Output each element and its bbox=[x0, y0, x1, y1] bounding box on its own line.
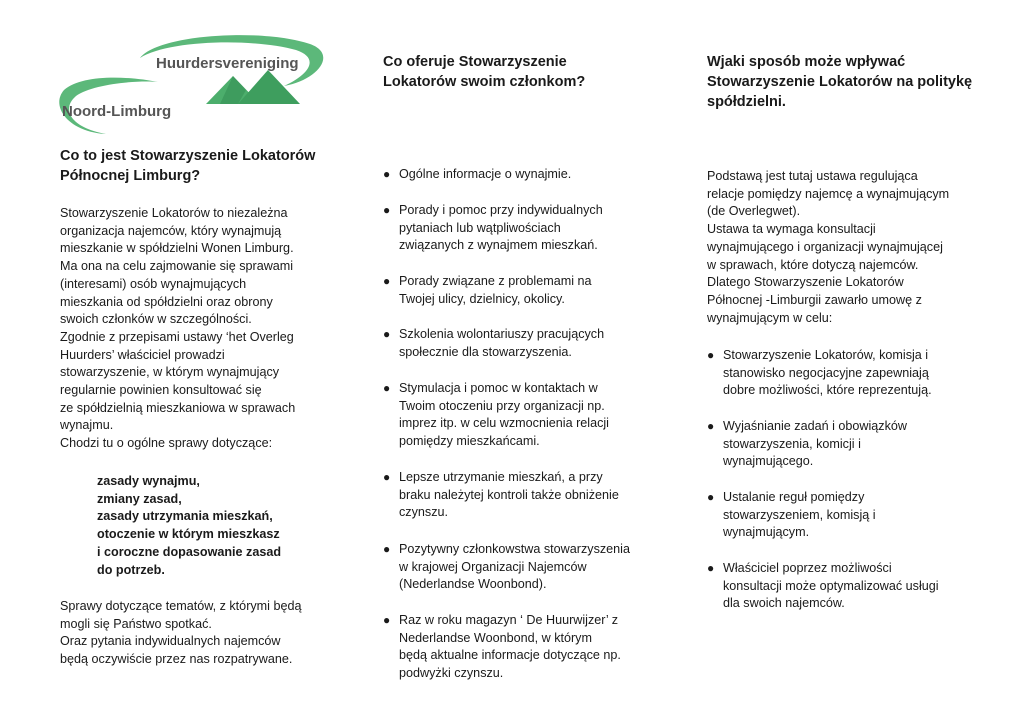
list-item bbox=[383, 273, 664, 308]
column2-heading: Co oferuje Stowarzyszenie Lokatorów swoim członkom? bbox=[383, 54, 586, 90]
logo-graphic bbox=[48, 30, 328, 138]
list-item bbox=[383, 380, 664, 451]
outro-line: będą oczywiście przez nas rozpatrywane. bbox=[60, 652, 293, 667]
logo-bottom-text: Noord-Limburg bbox=[62, 103, 172, 120]
bullet-icon: ● bbox=[383, 470, 391, 484]
item-line: stowarzyszenia, komicji i bbox=[723, 436, 861, 451]
item-line: Nederlandse Woonbond, w którym bbox=[399, 630, 592, 645]
intro-line: relacje pomiędzy najemcę a wynajmującym bbox=[707, 186, 950, 201]
topic-line: do potrzeb. bbox=[97, 562, 165, 577]
intro-line: swoich członków w szczególności. bbox=[60, 312, 252, 327]
bullet-icon: ● bbox=[383, 542, 391, 556]
item-line: dla swoich najemców. bbox=[723, 596, 845, 611]
item-line: Porady związane z problemami na bbox=[399, 274, 592, 288]
column1-outro bbox=[60, 598, 330, 669]
column3-intro bbox=[707, 168, 972, 327]
item-line: Stymulacja i pomoc w kontaktach w bbox=[399, 381, 598, 395]
intro-line: Chodzi tu o ogólne sprawy dotyczące: bbox=[60, 436, 273, 451]
list-item bbox=[383, 541, 664, 594]
intro-line: stowarzyszenie, w którym wynajmujący bbox=[60, 365, 280, 380]
item-line: imprez itp. w celu wzmocnienia relacji bbox=[399, 416, 609, 431]
bullet-icon: ● bbox=[707, 490, 715, 504]
list-item bbox=[707, 347, 988, 400]
item-line: społecznie dla stowarzyszenia. bbox=[399, 344, 572, 359]
intro-line: mieszkanie w spółdzielni Wonen Limburg. bbox=[60, 241, 294, 256]
item-line: dobre możliwości, które reprezentują. bbox=[723, 383, 932, 398]
intro-line: wynajmu. bbox=[60, 418, 114, 433]
item-line: Pozytywny członkowstwa stowarzyszenia bbox=[399, 542, 630, 556]
item-line: Ogólne informacje o wynajmie. bbox=[399, 167, 572, 181]
topic-line: zasady utrzymania mieszkań, bbox=[97, 509, 273, 524]
column1-intro bbox=[60, 205, 328, 453]
item-line: w krajowej Organizacji Najemców bbox=[399, 559, 587, 574]
outro-line: Oraz pytania indywidualnych najemców bbox=[60, 634, 281, 649]
item-line: czynszu. bbox=[399, 505, 448, 520]
intro-line: Ma ona na celu zajmowanie się sprawami bbox=[60, 259, 294, 274]
item-line: związanych z wynajmem mieszkań. bbox=[399, 238, 598, 253]
column1-topics bbox=[97, 473, 327, 579]
bullet-icon: ● bbox=[707, 419, 715, 433]
list-item bbox=[707, 560, 988, 613]
intro-line: wynajmującego i organizacji wynajmującej bbox=[707, 239, 943, 254]
item-line: braku należytej kontroli także obniżenie bbox=[399, 487, 619, 502]
item-line: wynajmującym. bbox=[723, 525, 810, 540]
list-item bbox=[707, 418, 988, 471]
intro-line: Ustawa ta wymaga konsultacji bbox=[707, 222, 876, 237]
outro-line: mogli się Państwo spotkać. bbox=[60, 616, 212, 631]
intro-line: Podstawą jest tutaj ustawa regulująca bbox=[707, 169, 918, 183]
item-line: będą aktualne informacje dotyczące np. bbox=[399, 648, 621, 663]
bullet-icon: ● bbox=[383, 167, 391, 181]
item-line: Twoim otoczeniu przy organizacji np. bbox=[399, 398, 605, 413]
list-item bbox=[383, 469, 664, 522]
topic-line: zmiany zasad, bbox=[97, 491, 182, 506]
item-line: stowarzyszeniem, komisją i bbox=[723, 507, 876, 522]
bullet-icon: ● bbox=[383, 613, 391, 627]
item-line: Twojej ulicy, dzielnicy, okolicy. bbox=[399, 291, 565, 306]
intro-line: Huurders’ właściciel prowadzi bbox=[60, 347, 225, 362]
item-line: Szkolenia wolontariuszy pracujących bbox=[399, 327, 605, 341]
bullet-icon: ● bbox=[383, 381, 391, 395]
item-line: Wyjaśnianie zadań i obowiązków bbox=[723, 419, 907, 433]
item-line: stanowisko negocjacyjne zapewniają bbox=[723, 365, 929, 380]
column3-heading: Wjaki sposób może wpływać Stowarzyszenie Lokatorów na politykę spółdzielni. bbox=[707, 54, 973, 110]
list-item bbox=[383, 202, 664, 255]
list-item bbox=[383, 326, 664, 361]
item-line: (Nederlandse Woonbond). bbox=[399, 577, 547, 592]
list-item bbox=[383, 612, 664, 683]
intro-line: (interesami) osób wynajmujących bbox=[60, 276, 247, 291]
topic-line: i coroczne dopasowanie zasad bbox=[97, 544, 282, 559]
item-line: Lepsze utrzymanie mieszkań, a przy bbox=[399, 470, 603, 484]
topic-line: zasady wynajmu, bbox=[97, 474, 200, 488]
intro-line: Zgodnie z przepisami ustawy ‘het Overleg bbox=[60, 329, 294, 344]
bullet-icon: ● bbox=[383, 274, 391, 288]
item-line: Porady i pomoc przy indywidualnych bbox=[399, 203, 603, 217]
intro-line: regularnie powinien konsultować się bbox=[60, 383, 262, 398]
item-line: Raz w roku magazyn ‘ De Huurwijzer’ z bbox=[399, 613, 619, 627]
intro-line: organizacja najemców, który wynajmują bbox=[60, 223, 282, 238]
logo-top-text: Huurdersvereniging bbox=[156, 55, 299, 72]
bullet-icon: ● bbox=[707, 561, 715, 575]
intro-line: Stowarzyszenie Lokatorów to niezależna bbox=[60, 206, 288, 220]
outro-line: Sprawy dotyczące tematów, z którymi będą bbox=[60, 599, 302, 613]
intro-line: mieszkania od spółdzielni oraz obrony bbox=[60, 294, 273, 309]
intro-line: Dlatego Stowarzyszenie Lokatorów bbox=[707, 275, 904, 290]
bullet-icon: ● bbox=[707, 348, 715, 362]
bullet-icon: ● bbox=[383, 203, 391, 217]
column1-heading: Co to jest Stowarzyszenie Lokatorów Północnej Limburg? bbox=[60, 148, 316, 184]
item-line: wynajmującego. bbox=[723, 454, 814, 469]
item-line: pytaniach lub wątpliwościach bbox=[399, 220, 561, 235]
logo bbox=[48, 30, 328, 138]
intro-line: w sprawach, które dotyczą najemców. bbox=[707, 257, 919, 272]
item-line: konsultacji może optymalizować usługi bbox=[723, 578, 939, 593]
logo-triangle-right bbox=[238, 70, 300, 104]
item-line: podwyżki czynszu. bbox=[399, 666, 504, 681]
intro-line: Północnej -Limburgii zawarło umowę z bbox=[707, 292, 922, 307]
intro-line: ze spółdzielnią mieszkaniowa w sprawach bbox=[60, 400, 296, 415]
list-item bbox=[383, 166, 664, 184]
intro-line: (de Overlegwet). bbox=[707, 204, 801, 219]
intro-line: wynajmującym w celu: bbox=[707, 310, 833, 325]
item-line: pomiędzy mieszkańcami. bbox=[399, 434, 540, 449]
list-item bbox=[707, 489, 988, 542]
item-line: Właściciel poprzez możliwości bbox=[723, 561, 892, 575]
item-line: Stowarzyszenie Lokatorów, komisja i bbox=[723, 348, 929, 362]
topic-line: otoczenie w którym mieszkasz bbox=[97, 527, 280, 542]
bullet-icon: ● bbox=[383, 327, 391, 341]
item-line: Ustalanie reguł pomiędzy bbox=[723, 490, 865, 504]
